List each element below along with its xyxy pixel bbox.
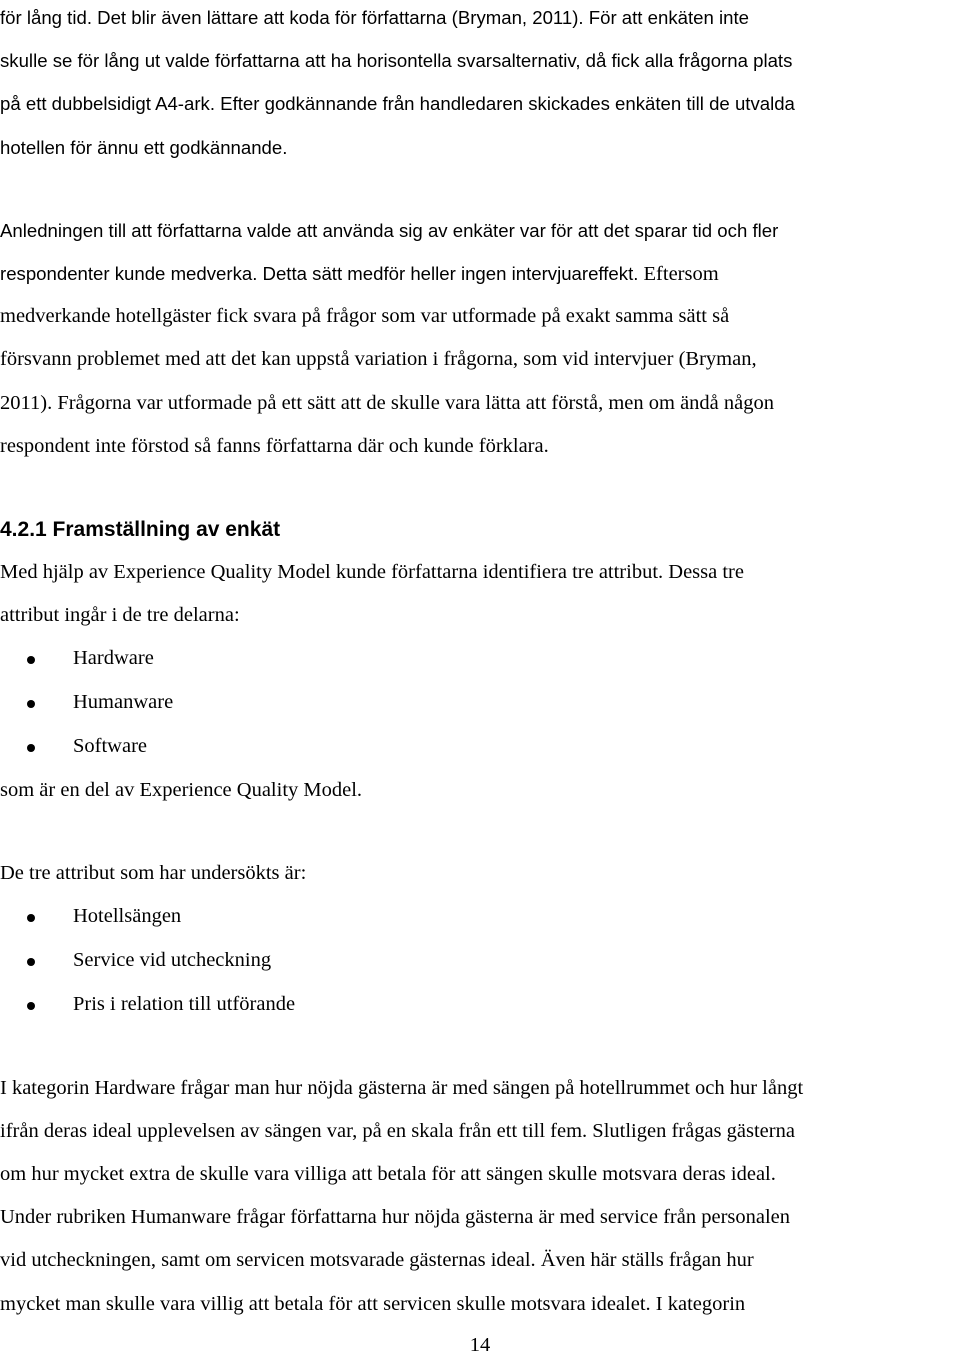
text-line: vid utcheckningen, samt om servicen motsvarade gästernas ideal. Även här ställs frågan hur [0,1249,754,1272]
bullet-icon [27,1002,35,1010]
list-item [0,939,960,983]
bullet-icon [27,744,35,752]
parts-list [0,637,960,768]
paragraph-gap [0,812,960,852]
page-number: 14 [469,1334,491,1356]
text-line: mycket man skulle vara villig att betala för att servicen skulle motsvara idealet. I kategorin [0,1292,746,1315]
text-line [0,252,960,295]
text-line: om hur mycket extra de skulle vara villiga att betala för att sängen skulle motsvara deras ideal. [0,1162,776,1185]
list-item [0,637,960,681]
list-item-label: Hotellsängen [73,905,182,928]
paragraph-gap [0,468,960,508]
section-intro [0,551,960,637]
text-line: medverkande hotellgäster fick svara på frågor som var utformade på exakt samma sätt så [0,305,730,328]
list-item-label: Hardware [73,647,154,670]
text-line: försvann problemet med att det kan uppstå variation i frågorna, som vid intervjuer (Bryman, [0,348,757,371]
list-item-label: Software [73,735,148,758]
paragraph-gap [0,169,960,209]
bullet-icon [27,700,35,708]
paragraph-gap [0,1027,960,1067]
text-segment-serif: Eftersom [638,262,719,285]
text-line: som är en del av Experience Quality Model. [0,778,363,801]
list-item-label: Pris i relation till utförande [73,992,296,1015]
section-heading: 4.2.1 Framställning av enkät [0,517,281,541]
paragraph-enkät-format [0,0,960,169]
text-line: hotellen för ännu ett godkännande. [0,136,288,158]
attributes-list [0,895,960,1026]
bullet-icon [27,914,35,922]
paragraph-anledning [0,209,960,468]
list-item [0,681,960,725]
text-line [0,209,960,252]
text-line: respondent inte förstod så fanns författarna där och kunde förklara. [0,434,549,457]
text-line: attribut ingår i de tre delarna: [0,604,240,627]
text-line: I kategorin Hardware frågar man hur nöjda gästerna är med sängen på hotellrummet och hur långt [0,1076,804,1099]
list-item [0,895,960,939]
list-item [0,983,960,1027]
text-line: skulle se för lång ut valde författarna att ha horisontella svarsalternativ, då fick alla frågorna plats [0,50,793,72]
paragraph-kategorier [0,1067,960,1326]
text-line: 2011). Frågorna var utformade på ett sätt att de skulle vara lätta att förstå, men om ändå någon [0,391,774,414]
text-segment-sans: Anledningen till att författarna valde att använda sig av enkäter var för att det sparar tid och fler [0,219,779,241]
text-line: Med hjälp av Experience Quality Model kunde författarna identifiera tre attribut. Dessa tre [0,561,744,584]
text-line: ifrån deras ideal upplevelsen av sängen var, på en skala från ett till fem. Slutligen frågas gästerna [0,1119,795,1142]
text-line: på ett dubbelsidigt A4-ark. Efter godkännande från handledaren skickades enkäten till de utvalda [0,93,795,115]
bullet-icon [27,656,35,664]
bullet-icon [27,958,35,966]
list-item-label: Humanware [73,691,174,714]
list-item-label: Service vid utcheckning [73,949,272,971]
text-line: Under rubriken Humanware frågar författarna hur nöjda gästerna är med service från personalen [0,1206,791,1229]
text-line: för lång tid. Det blir även lättare att koda för författarna (Bryman, 2011). För att enkäten inte [0,7,749,28]
text-segment-sans: respondenter kunde medverka. Detta sätt medför heller ingen intervjuareffekt. [0,262,639,284]
text-line: De tre attribut som har undersökts är: [0,862,307,885]
list-item [0,725,960,769]
